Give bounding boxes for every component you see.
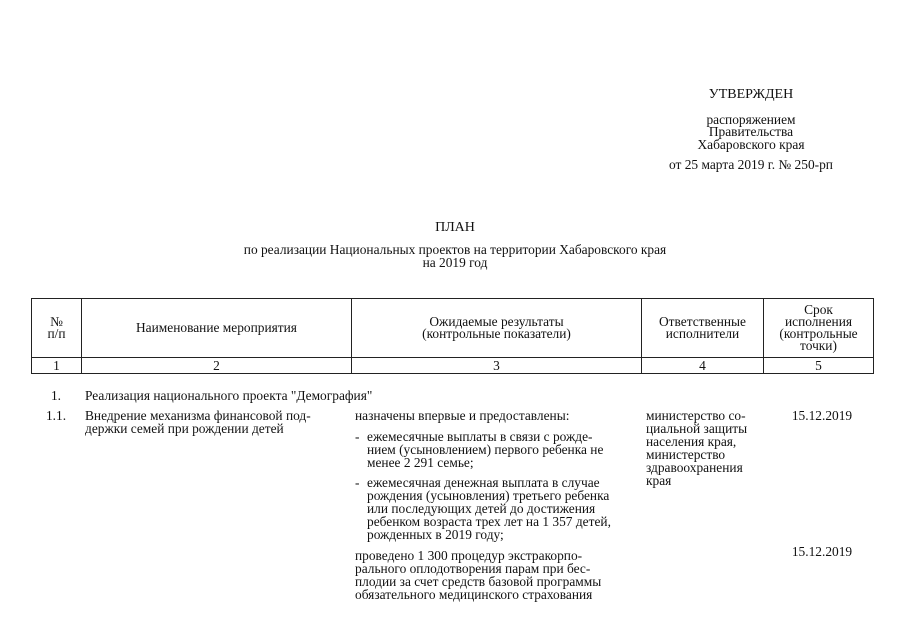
row-number: 1.1. [45,408,67,423]
column-number: 5 [764,358,874,374]
approval-line: Правительства [708,124,794,139]
column-number: 1 [32,358,82,374]
row-results [355,409,635,601]
document-title: ПЛАН [435,220,475,235]
results-extra: проведено 1 300 процедур экстракорпо- рального оплодотворения парам при бес- плодии за счет средств базовой программы обязательного медицинского страхования [355,548,602,602]
row-deadline: 15.12.2019 [791,544,853,559]
row-executor: министерство со- циальной защиты населения края, министерство здравоохранения края [646,408,748,488]
section-number: 1. [50,388,62,403]
header-row [32,299,874,358]
results-list-item: - ежемесячная денежная выплата в случае рождения (усыновления) третьего ребенка или последующих детей до достижения ребенком возраста трех лет на 1 357 детей, рожденных в 2019 году; [355,475,611,542]
header-cell-number: № п/п [32,299,82,358]
header-cell-deadline: Срок исполнения (контрольные точки) [764,299,874,358]
document-subtitle-year: на 2019 год [422,255,488,270]
approval-line: Хабаровского края [697,136,805,152]
column-number: 2 [82,358,352,374]
results-intro: назначены впервые и предоставлены: [355,408,570,423]
row-deadline: 15.12.2019 [791,408,853,423]
column-number: 3 [352,358,642,374]
column-number-row [32,358,874,374]
document-heading [180,221,730,269]
row-name: Внедрение механизма финансовой под- держки семей при рождении детей [85,408,311,436]
approval-line: распоряжением [706,111,796,127]
approval-date: от 25 марта 2019 г. № 250-рп [669,157,833,172]
header-cell-results: Ожидаемые результаты (контрольные показатели) [352,299,642,358]
column-number: 4 [642,358,764,374]
approval-title: УТВЕРЖДЕН [708,87,794,102]
dash-bullet: - [355,475,360,490]
results-list-item: - ежемесячные выплаты в связи с рожде- нием (усыновлением) первого ребенка не менее 2 291 семье; [355,429,604,470]
header-cell-executors: Ответственные исполнители [642,299,764,358]
header-cell-name: Наименование мероприятия [82,299,352,358]
approval-block [646,89,856,172]
plan-table-header [31,298,874,374]
document-subtitle: по реализации Национальных проектов на территории Хабаровского края [243,242,667,257]
section-title: Реализация национального проекта "Демография" [85,388,373,403]
dash-bullet: - [355,429,360,444]
